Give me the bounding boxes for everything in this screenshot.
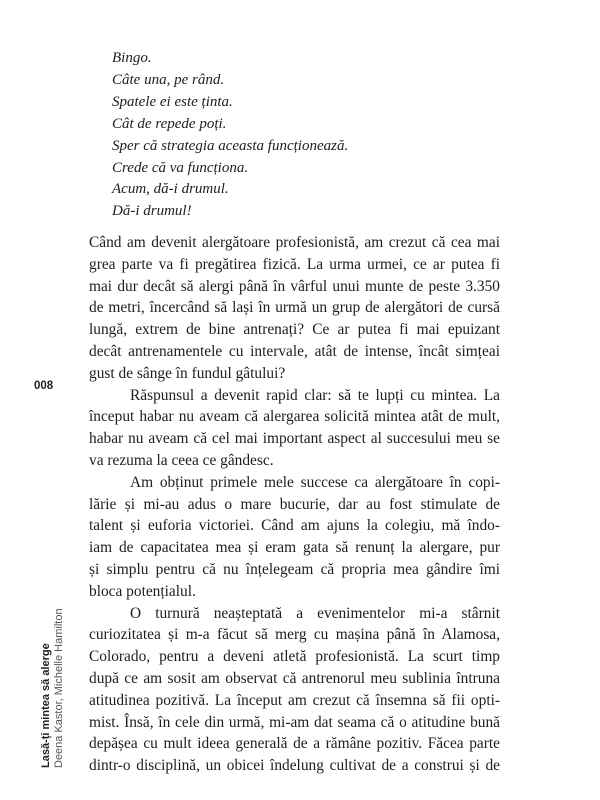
paragraph (89, 385, 500, 472)
text-line: Când am devenit alergătoare profesionistă, am crezut că cea mai (89, 234, 500, 251)
text-line: Am obținut primele mele succese ca alergătoare în copi- (130, 473, 500, 491)
text-line: curiozitatea și m-a făcut să merg cu mașina până în Alamosa, (89, 626, 500, 644)
paragraph (89, 472, 500, 603)
text-line: mai dur decât să alergi până în vârful unui munte de peste 3.350 (89, 277, 500, 295)
paragraph (89, 232, 500, 385)
text-line: Colorado, pentru a deveni atletă profesionistă. La scurt timp (89, 648, 500, 666)
text-line: decât antrenamentele cu intervale, atât de intense, încât simțeai (89, 342, 500, 360)
text-line: după ce am sosit am observat că antrenorul meu sublinia întruna (89, 669, 500, 687)
text-line: de metri, încercând să lași în urmă un grup de alergători de cursă (89, 299, 500, 317)
text-line: va rezuma la ceea ce gândesc. (89, 451, 274, 469)
book-title: Lasă-ți mintea să alerge (40, 643, 52, 768)
text-line: lărie și mi-au adus o mare bucurie, dar au fost stimulate de (89, 495, 500, 513)
text-line: Răspunsul a devenit rapid clar: să te lupți cu mintea. La (130, 386, 500, 404)
text-line: depășea cu mult ideea generală de a rămâne pozitiv. Făcea parte (89, 735, 500, 753)
text-line: și simplu pentru că nu înțelegeam că propria mea gândire îmi (89, 560, 500, 578)
text-line: dintr-o disciplină, un obicei îndelung cultivat de a construi și de (89, 757, 500, 775)
text-line: mist. Însă, în cele din urmă, mi-am dat seama că o atitudine bună (89, 713, 500, 731)
text-line: talent și euforia victoriei. Când am ajuns la colegiu, mă îndo- (89, 517, 500, 535)
text-line: gust de sânge în fundul gâtului? (89, 364, 286, 382)
text-line: O turnură neașteptată a evenimentelor mi-a stârnit (130, 604, 500, 622)
text-line: lungă, extrem de bine antrenați? Ce ar putea fi mai epuizant (89, 321, 500, 339)
poem-line: Crede că va funcționa. (112, 159, 249, 176)
poem-line: Câte una, pe rând. (112, 71, 225, 88)
paragraph (89, 603, 500, 777)
book-authors: Deena Kastor, Michelle Hamilton (53, 608, 65, 768)
poem-line: Dă-i drumul! (112, 203, 192, 220)
poem-line: Bingo. (112, 50, 152, 66)
body-text (89, 232, 500, 777)
page-number: 008 (34, 380, 54, 392)
poem (112, 48, 532, 223)
text-line: habar nu aveam că cel mai important aspect al succesului meu se (89, 430, 500, 448)
text-line: iam de capacitatea mea și eram gata să renunț la alergare, pur (89, 539, 500, 557)
poem-line: Acum, dă-i drumul. (112, 181, 229, 198)
text-line: atitudinea pozitivă. La început am crezut că însemna să fii opti- (89, 691, 500, 709)
poem-line: Spatele ei este ținta. (112, 93, 233, 110)
poem-line: Cât de repede poți. (112, 115, 227, 132)
running-head (40, 608, 66, 768)
text-line: grea parte va fi pregătirea fizică. La urma urmei, ce ar putea fi (89, 255, 500, 273)
text-line: început habar nu aveam că alergarea solicită mintea atât de mult, (89, 408, 500, 426)
text-line: bloca potențialul. (89, 582, 196, 600)
poem-line: Sper că strategia aceasta funcționează. (112, 137, 349, 154)
